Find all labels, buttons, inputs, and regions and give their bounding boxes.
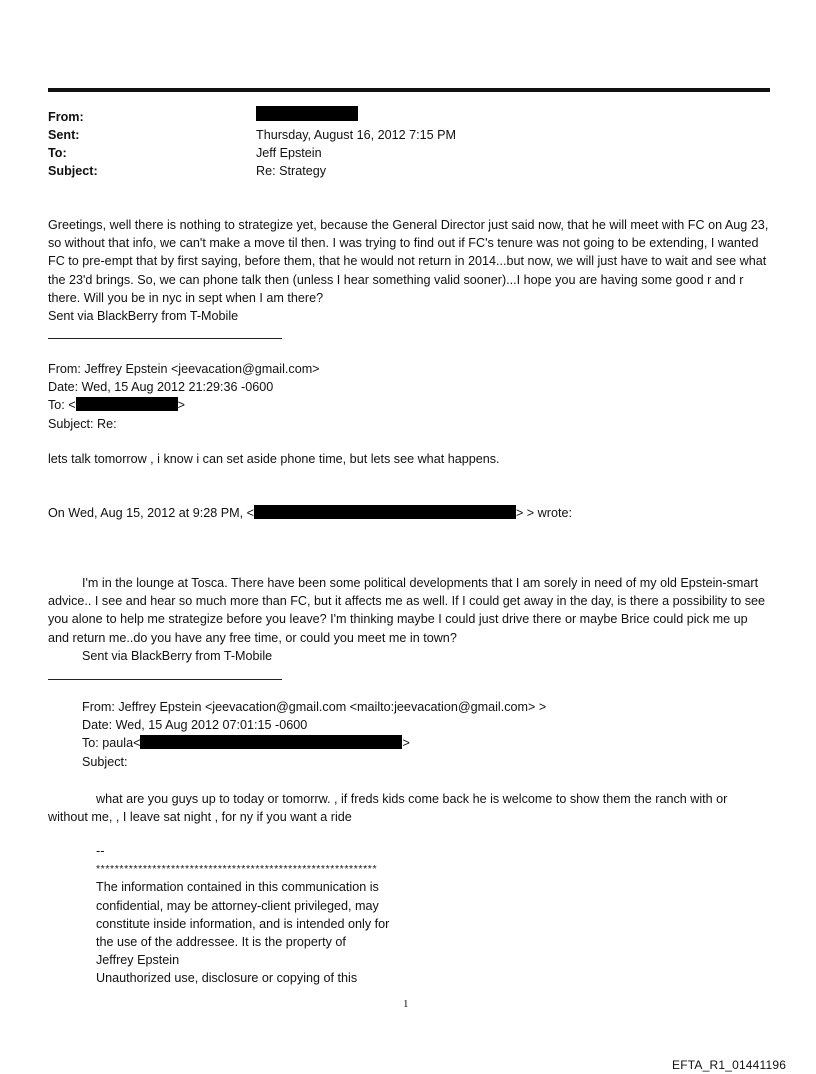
message-body — [48, 216, 770, 325]
body-paragraph: Greetings, well there is nothing to strategize yet, because the General Director just said now, that he will meet with FC on Aug 23, so without that info, we can't make a move til then. I was trying to find out if FC's tenure was not going to be extending, I wanted FC to pre-empt that by first saying, before them, that he would not return in 2014...but now, we will just have to wait and see what the 23'd brings. So, we can phone talk then (unless I hear something valid sooner)...I hope you are having some good r and r there. Will you be in nyc in sept when I am there? — [48, 218, 769, 305]
disclaimer-line: The information contained in this communication is — [96, 880, 379, 895]
quoted-text: I'm in the lounge at Tosca. There have been some political developments that I am sorely in need of my old Epstein-smart advice.. I see and hear so much more than FC, but it affects me as well. If I could get away in the day, is there a possibility to see you alone to help me strategize before you leave? I'm thinking maybe I could just drive there or maybe Brice could pick me up and return me..do you have any free time, or could you meet me in town? — [48, 576, 766, 645]
reply2-from: From: Jeffrey Epstein <jeevacation@gmail.com <mailto:jeevacation@gmail.com> > — [82, 700, 547, 714]
quoted-sent-via: Sent via BlackBerry from T-Mobile — [82, 648, 273, 663]
disclaimer-line: the use of the addressee. It is the property of — [96, 935, 346, 950]
reply2-to-suffix: > — [402, 736, 410, 751]
subject-label: Subject: — [48, 164, 98, 178]
on-wrote-prefix: On Wed, Aug 15, 2012 at 9:28 PM, < — [48, 506, 254, 520]
sent-via-line: Sent via BlackBerry from T-Mobile — [48, 309, 239, 324]
reply1-subject: Subject: Re: — [48, 416, 117, 431]
disclaimer — [96, 842, 656, 988]
document-id: EFTA_R1_01441196 — [672, 1058, 787, 1072]
reply1-to-prefix: To: < — [48, 398, 76, 413]
header-rule — [48, 88, 770, 92]
reply1-header — [48, 360, 770, 433]
disclaimer-line: Jeffrey Epstein — [96, 953, 180, 968]
subject-value: Re: Strategy — [256, 164, 326, 178]
reply2-header — [48, 698, 770, 771]
to-value: Jeff Epstein — [256, 146, 322, 160]
disclaimer-line: Unauthorized use, disclosure or copying of this — [96, 971, 358, 986]
reply1-date: Date: Wed, 15 Aug 2012 21:29:36 -0600 — [48, 380, 274, 395]
page-number: 1 — [403, 998, 409, 1010]
separator-1 — [48, 338, 282, 339]
reply2-to-prefix: To: paula< — [82, 736, 141, 751]
quoted-message — [48, 574, 770, 665]
disclaimer-dashes: -- — [96, 844, 105, 858]
reply1-to — [48, 396, 770, 414]
reply1-to-redaction — [76, 397, 178, 411]
on-wrote-suffix: > > wrote: — [515, 506, 572, 520]
from-redaction — [256, 106, 358, 121]
disclaimer-stars: ************************************************************ — [96, 863, 378, 876]
reply2-subject: Subject: — [82, 754, 128, 769]
separator-2 — [48, 679, 282, 680]
on-wrote-redaction — [254, 505, 516, 519]
sent-value: Thursday, August 16, 2012 7:15 PM — [256, 128, 456, 142]
from-label: From: — [48, 110, 84, 124]
reply2-text: what are you guys up to today or tomorrw. , if freds kids come back he is welcome to show them the ranch with or without me, , I leave sat night , for ny if you want a ride — [48, 792, 728, 825]
reply1-from: From: Jeffrey Epstein <jeevacation@gmail.com> — [48, 362, 320, 376]
disclaimer-line: confidential, may be attorney-client privileged, may — [96, 898, 379, 913]
to-label: To: — [48, 146, 67, 160]
disclaimer-line: constitute inside information, and is intended only for — [96, 916, 390, 931]
reply1-to-suffix: > — [177, 398, 186, 413]
sent-label: Sent: — [48, 128, 80, 142]
reply2-date: Date: Wed, 15 Aug 2012 07:01:15 -0600 — [82, 718, 308, 733]
reply2-to — [48, 734, 770, 752]
reply2-to-redaction — [140, 735, 402, 749]
reply1-text: lets talk tomorrow , i know i can set aside phone time, but lets see what happens. — [48, 452, 500, 466]
on-wrote-line — [48, 504, 770, 522]
